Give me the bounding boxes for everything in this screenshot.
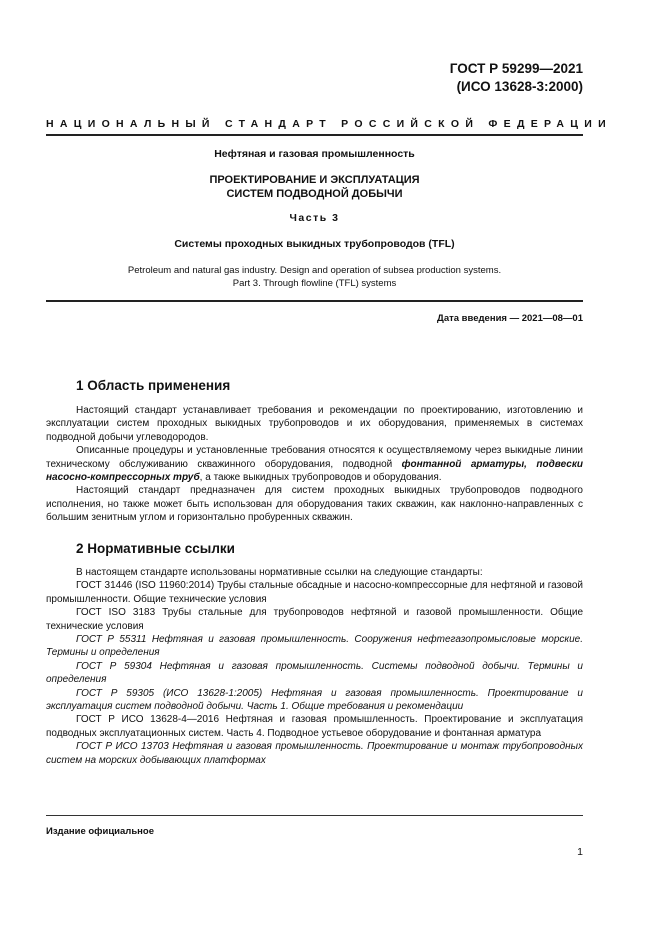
references-intro: В настоящем стандарте использованы нормативные ссылки на следующие стандарты: xyxy=(76,567,483,578)
footer-rule xyxy=(46,815,583,816)
section-1-paragraph-1: Настоящий стандарт устанавливает требования и рекомендации по проектированию, изготовлению и эксплуатации систем проходных выкидных трубопроводов и их оборудования, применяемых в системах подводной добычи углеводородов. xyxy=(46,405,583,443)
title-block-rule xyxy=(46,300,583,302)
section-1-body xyxy=(46,404,583,525)
reference-item: ГОСТ 31446 (ISO 11960:2014) Трубы стальные обсадные и насосно-компрессорные для нефтяной и газовой промышленности. Общие технические условия xyxy=(46,580,583,605)
reference-item: ГОСТ Р 59304 Нефтяная и газовая промышленность. Системы подводной добычи. Термины и определения xyxy=(46,660,583,686)
section-2-heading: 2 Нормативные ссылки xyxy=(76,541,235,556)
paragraph-text: , а также выкидных трубопроводов и оборудования. xyxy=(199,472,442,484)
reference-item: ГОСТ ISO 3183 Трубы стальные для трубопроводов нефтяной и газовой промышленности. Общие технические условия xyxy=(46,607,583,632)
title-line-1: ПРОЕКТИРОВАНИЕ И ЭКСПЛУАТАЦИЯ xyxy=(209,174,420,186)
english-title-line-2: Part 3. Through flowline (TFL) systems xyxy=(232,278,397,289)
effective-date: Дата введения — 2021—08—01 xyxy=(437,313,583,324)
page-number: 1 xyxy=(577,846,583,858)
section-1-paragraph-2 xyxy=(46,444,583,484)
national-standard-title: НАЦИОНАЛЬНЫЙ СТАНДАРТ РОССИЙСКОЙ ФЕДЕРАЦИИ xyxy=(46,118,612,130)
section-2-body xyxy=(46,566,583,767)
section-1-paragraph-3: Настоящий стандарт предназначен для систем проходных выкидных трубопроводов подводного исполнения, но также может быть использован для оборудования таких скважин, как наклонно-направленных с большим зенитным углом и горизонтально пробуренных скважин. xyxy=(46,485,583,524)
english-title xyxy=(46,264,583,290)
title-line-2: СИСТЕМ ПОДВОДНОЙ ДОБЫЧИ xyxy=(226,188,403,200)
document-title xyxy=(46,173,583,201)
industry-line: Нефтяная и газовая промышленность xyxy=(214,148,415,160)
part-label: Часть 3 xyxy=(289,212,340,224)
reference-item: ГОСТ Р 59305 (ИСО 13628-1:2005) Нефтяная и газовая промышленность. Проектирование и эксплуатация систем подводной добычи. Часть 1. Общие требования и рекомендации xyxy=(46,687,583,713)
reference-item: ГОСТ Р ИСО 13628-4—2016 Нефтяная и газовая промышленность. Проектирование и эксплуатация подводных эксплуатационных систем. Часть 4. Подводное устьевое оборудование и фонтанная арматура xyxy=(46,714,583,739)
emphasized-terms: фонтанной арматуры, подвески насосно-компрессорных труб xyxy=(46,458,583,484)
document-subtitle: Системы проходных выкидных трубопроводов (TFL) xyxy=(174,238,455,250)
edition-note: Издание официальное xyxy=(46,826,154,837)
section-1-heading: 1 Область применения xyxy=(76,378,231,393)
standard-id: ГОСТ Р 59299—2021 xyxy=(449,61,583,76)
iso-reference: (ИСО 13628-3:2000) xyxy=(456,79,583,94)
top-rule xyxy=(46,134,583,136)
reference-item: ГОСТ Р 55311 Нефтяная и газовая промышленность. Сооружения нефтегазопромысловые морские. Термины и определения xyxy=(46,634,583,659)
reference-item: ГОСТ Р ИСО 13703 Нефтяная и газовая промышленность. Проектирование и монтаж трубопроводных систем на морских добывающих платформах xyxy=(46,741,583,766)
standard-identifier xyxy=(450,60,583,96)
english-title-line-1: Petroleum and natural gas industry. Design and operation of subsea production systems. xyxy=(127,265,502,276)
paragraph-text: Описанные процедуры и установленные требования относятся к осуществляемому через выкидные линии техническому обслуживанию скважинного оборудования, подводной xyxy=(46,445,583,470)
